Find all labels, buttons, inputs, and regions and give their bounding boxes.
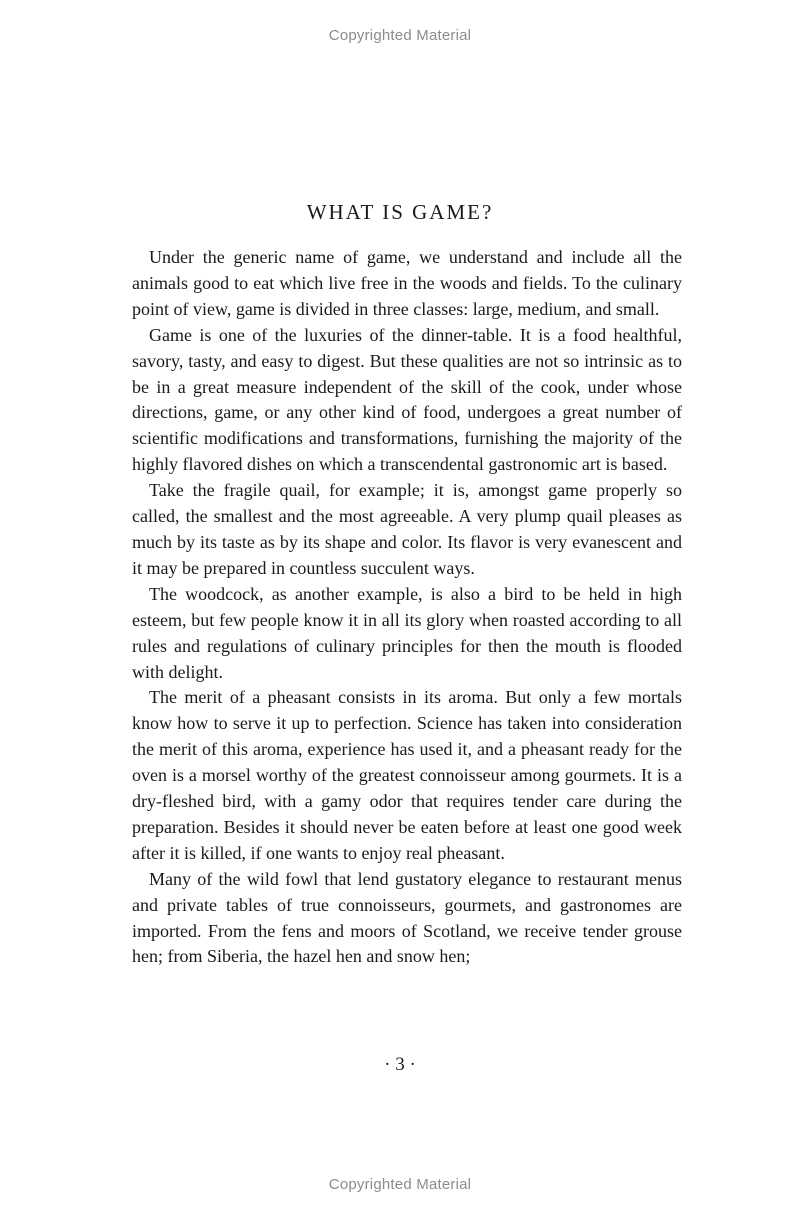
paragraph-game-definition: Under the generic name of game, we understand and include all the animals good to eat which live free in the woods and fields. To the culinary point of view, game is divided in three classes: large, medium, and small. bbox=[132, 247, 682, 319]
paragraph-game-luxury: Game is one of the luxuries of the dinner-table. It is a food healthful, savory, tasty, and easy to digest. But these qualities are not so intrinsic as to be in a great measure independent of the skill of the cook, under whose directions, game, or any other kind of food, undergoes a great number of scientific modifications and transformations, furnishing the majority of the highly flavored dishes on which a transcendental gastronomic art is based. bbox=[132, 324, 682, 475]
copyright-watermark-top: Copyrighted Material bbox=[328, 27, 472, 44]
body-text bbox=[132, 245, 682, 970]
copyright-watermark-bottom: Copyrighted Material bbox=[328, 1176, 472, 1193]
paragraph-woodcock: The woodcock, as another example, is also a bird to be held in high esteem, but few people know it in all its glory when roasted according to all rules and regulations of culinary principles for then the mouth is flooded with delight. bbox=[132, 583, 682, 682]
page-number: · 3 · bbox=[384, 1054, 416, 1075]
paragraph-wild-fowl: Many of the wild fowl that lend gustatory elegance to restaurant menus and private tables of true connoisseurs, gourmets, and gastronomes are imported. From the fens and moors of Scotland, we receive tender grouse hen; from Siberia, the hazel hen and snow hen; bbox=[132, 868, 682, 967]
chapter-title: WHAT IS GAME? bbox=[306, 200, 494, 224]
paragraph-quail: Take the fragile quail, for example; it is, amongst game properly so called, the smallest and the most agreeable. A very plump quail pleases as much by its taste as by its shape and color. Its flavor is very evanescent and it may be prepared in countless succulent ways. bbox=[132, 480, 682, 578]
paragraph-pheasant: The merit of a pheasant consists in its aroma. But only a few mortals know how to serve it up to perfection. Science has taken into consideration the merit of this aroma, experience has used it, and a pheasant ready for the oven is a morsel worthy of the greatest connoisseur among gourmets. It is a dry-fleshed bird, with a gamy odor that requires tender care during the preparation. Besides it should never be eaten before at least one good week after it is killed, if one wants to enjoy real pheasant. bbox=[132, 687, 682, 863]
